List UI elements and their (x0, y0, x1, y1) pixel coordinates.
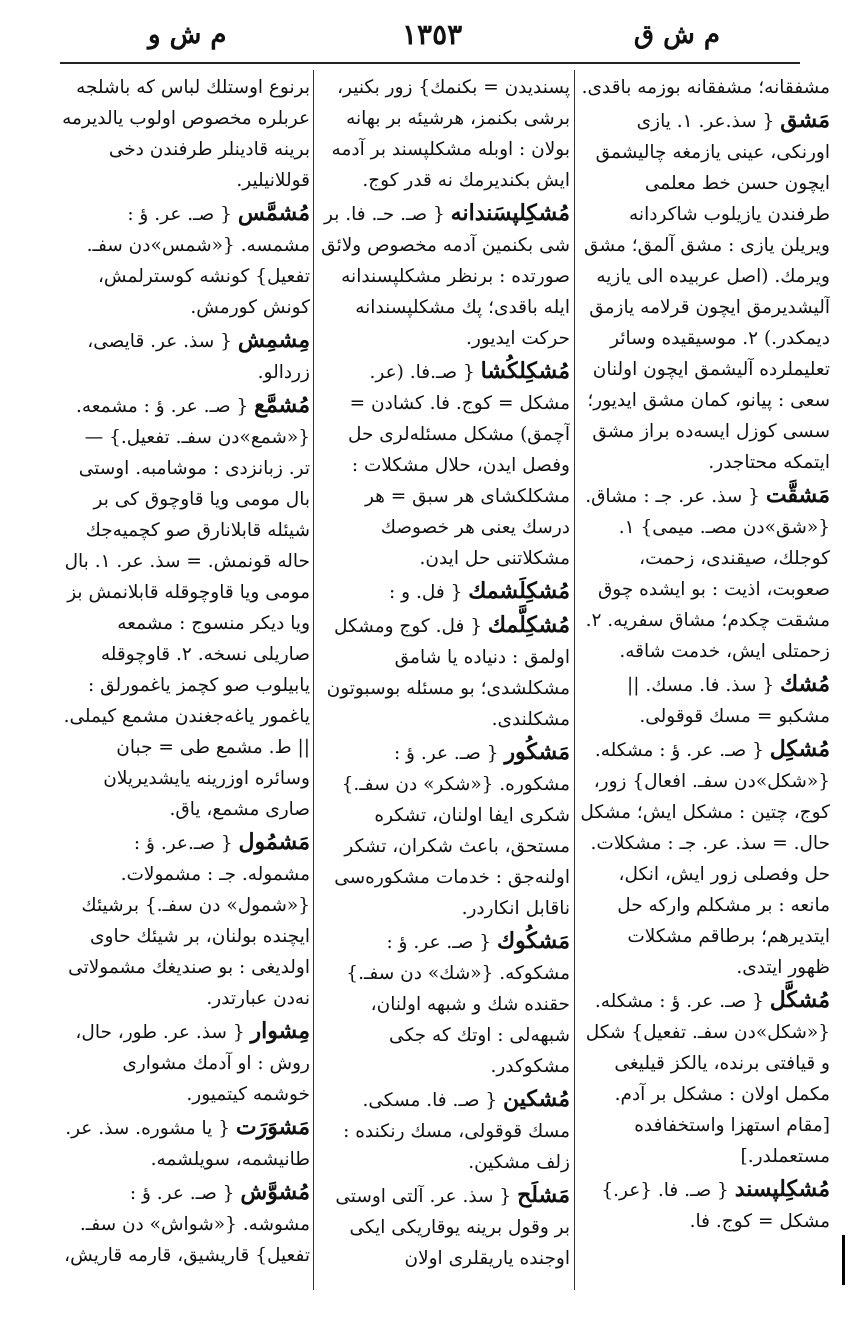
definition: { سذ. عر. آلتى اوستى بر وقول برينه يوقاريكى ايكى اوجنده ياريقلرى اولان (335, 1186, 570, 1269)
headword: مَشق (780, 107, 830, 133)
definition: { سذ. عر. جـ : مشاق. {«شق»دن مصـ. ميمى} ١. كوجلك، صيقندى، زحمت، صعوبت، اذيت : بو ايشده چوق مشقت چكدم؛ مشاق سفريه. ٢. زحمتلى ايش، خدمت شاقه. (585, 486, 830, 662)
dictionary-entry (318, 1084, 570, 1178)
definition: { صـ. عر. ؤ : مشمسه. {«شمس»دن سفـ. تفعيل} كونشه كوسترلمش، كونش كورمش. (86, 204, 310, 318)
definition: { سذ.عر. ١. يازى اورنكى، عينى يازمغه چاليشمق ايچون حسن خط معلمى طرفندن يازيلوب شاكردانه ويريلن يازى : مشق آلمق؛ مشق ويرمك. (اصل عربيده الى يازيه آليشديرمق ايچون قرلامه يازمق ديمكدر.) ٢. موسيقيده وسائر تعليملرده آليشمق ايچون اولنان سعى : پيانو، كمان مشق ايديور؛ سسى كوزل ايسه‌ده براز مشق ايتمكه محتاجدر. (584, 111, 830, 473)
dictionary-entry (580, 1174, 830, 1237)
entry-continuation (580, 72, 830, 103)
headword: مُشكِلپسَندانه (450, 200, 570, 226)
header-right-letters: م ش ق (633, 20, 720, 50)
dictionary-entry (318, 356, 570, 574)
dictionary-entry (60, 198, 310, 323)
definition: { صـ. فا. مسكى. مسك قوقولى، مسك رنكنده : زلف مشكين. (343, 1090, 570, 1173)
headword: مُشكِل (769, 736, 830, 762)
headword: مُشوَّش (240, 1179, 310, 1205)
headword: مُشك (780, 671, 830, 697)
dictionary-entry (580, 669, 830, 732)
page-header (60, 18, 800, 58)
column-divider-left (313, 70, 314, 1290)
headword: مَشمُول (238, 829, 310, 855)
definition: { صـ. فا. {عر.} مشكل = كوج. فا. (601, 1180, 830, 1232)
headword: مُشكِلَشمك (468, 578, 570, 604)
headword: مَشكُوك (496, 928, 570, 954)
headword: مِشوار (250, 1018, 310, 1044)
dictionary-entry (318, 198, 570, 354)
dictionary-entry (60, 827, 310, 1014)
dictionary-entry (60, 390, 310, 825)
dictionary-entry (60, 1112, 310, 1175)
column-middle (318, 72, 570, 1287)
headword: مَشقَّت (765, 482, 830, 508)
dictionary-entry (318, 610, 570, 735)
definition: { صـ. عر. ؤ : مشكوره. {«شكر» دن سفـ.} شكرى ايفا اولنان، تشكره مستحق، باعث شكران، تشكر اولنه‌جق : خدمات مشكوره‌سى ناقابل انكاردر. (334, 743, 570, 919)
dictionary-entry (580, 105, 830, 478)
header-rule (60, 62, 800, 64)
dictionary-entry (60, 1177, 310, 1271)
definition: { سذ. فا. مسك. || مشكبو = مسك قوقولى. (627, 675, 830, 727)
headword: مُشكِلكُشا (480, 358, 570, 384)
column-right (580, 72, 830, 1287)
headword: مَشلَح (517, 1182, 570, 1208)
headword: مُشكِلَّمك (487, 612, 570, 638)
headword: مَشكُور (504, 739, 570, 765)
headword: مَشوَرَت (235, 1114, 310, 1140)
definition: { صـ. عر. ؤ : مشكله. {«شكل»دن سفـ. افعال} زور، كوج، چتين : مشكل ايش؛ مشكل حال. = سذ. عر. جـ : مشكلات. حل وفصلى زور ايش، انكل، مانعه : بر مشكلم واركه حل ايتديرهم؛ برطاقم مشكلات ظهور ايتدى. (580, 740, 830, 978)
headword: مُشمَّع (254, 392, 310, 418)
headword: مِشمِش (237, 327, 310, 353)
dictionary-entry (580, 734, 830, 983)
margin-mark (842, 1235, 845, 1285)
column-left (60, 72, 310, 1287)
entry-text: مشفقانه؛ مشفقانه بوزمه باقدى. (581, 77, 830, 98)
dictionary-entry (60, 325, 310, 388)
dictionary-entry (318, 737, 570, 924)
definition: { صـ. حـ. فا. بر شى بكنمين آدمه مخصوص ولائق صورتده : برنظر مشكلپسندانه ايله باقدى؛ پك مشكلپسندانه حركت ايديور. (321, 204, 570, 349)
entry-text: پسنديدن = بكنمك} زور بكنير، برشى بكنمز، هرشيئه بر بهانه بولان : اوبله مشكلپسند بر آدمه ايش بكنديرمك نه قدر كوج. (331, 77, 570, 191)
definition: { فل. و : (389, 582, 463, 603)
definition: { صـ. عر. ؤ : مشكله. {«شكل»دن سفـ. تفعيل} شكل و قيافتى برنده، يالكز قيليغى مكمل اولان : مشكل بر آدم. [مقام استهزا واستخفافده مستعملدر.] (585, 991, 830, 1167)
definition: { صـ. عر. ؤ : مشمعه. {«شمع»دن سفـ. تفعيل.} — تر. زبانزدى : موشامبه. اوستى بال مومى ويا قاوچوق كى بر شيئله قابلانارق صو كچميه‌جك حاله قونمش. = سذ. عر. ١. بال مومى ويا قاوچوقله قابلانمش بز ويا ديكر منسوج : مشمعه صاريلى نسخه. ٢. قاوچوقله يابيلوب صو كچمز ياغمورلق : ياغمور ياغه‌جغندن مشمع كيملى. || ط. مشمع طى = جبان وسائره اوزرينه يايشديريلان صارى مشمع، ياق. (63, 396, 310, 820)
dictionary-entry (318, 926, 570, 1082)
dictionary-entry (318, 576, 570, 608)
entry-text: برنوع اوستلك لباس كه باشلجه عربلره مخصوص اولوب يالديرمه برينه قادينلر طرفندن دخى قوللانيلير. (62, 77, 310, 191)
entry-continuation (60, 72, 310, 196)
headword: مُشكين (503, 1086, 570, 1112)
dictionary-entry (580, 480, 830, 667)
definition: { صـ. عر. ؤ : مشكوكه. {«شك» دن سفـ.} حقنده شك و شبهه اولنان، شبهه‌لى : اوتك كه جكى مشكوكدر. (346, 932, 570, 1077)
definition: { سذ. عر. قايصى، زردالو. (87, 331, 310, 383)
headword: مُشمَّس (237, 200, 310, 226)
dictionary-entry (318, 1180, 570, 1274)
dictionary-entry (580, 985, 830, 1172)
definition: { يا مشوره. سذ. عر. طانيشمه، سويلشمه. (65, 1118, 310, 1170)
entry-continuation (318, 72, 570, 196)
definition: { صـ.عر. ؤ : مشموله. جـ : مشمولات. {«شمول» دن سفـ.} برشيئك ايچنده بولنان، بر شيئك حاوى اولديغى : بو صنديغك مشمولاتى نه‌دن عبارتدر. (68, 833, 310, 1009)
page-number: ١٣٥٣ (402, 18, 463, 51)
header-left-letters: م ش و (148, 20, 227, 50)
definition: { صـ.فا. (عر. مشكل = كوج. فا. كشادن = آچمق) مشكل مسئله‌لرى حل وفصل ايدن، حلال مشكلات : مشكلكشاى هر سبق = هر درسك يعنى هر خصوصك مشكلاتنى حل ايدن. (347, 362, 570, 569)
column-divider-right (574, 70, 575, 1290)
definition: { فل. كوج ومشكل اولمق : دنياده يا شامق مشكلشدى؛ بو مسئله بوسبوتون مشكلندى. (326, 616, 570, 730)
definition: { صـ. عر. ؤ : مشوشه. {«شواش» دن سفـ. تفعيل} قاريشيق، قارمه قاريش، (64, 1183, 310, 1266)
definition: { سذ. عر. طور، حال، روش : او آدمك مشوارى خوشمه كيتميور. (75, 1022, 310, 1105)
headword: مُشكَّل (769, 987, 830, 1013)
headword: مُشكِلپسند (734, 1176, 830, 1202)
dictionary-entry (60, 1016, 310, 1110)
